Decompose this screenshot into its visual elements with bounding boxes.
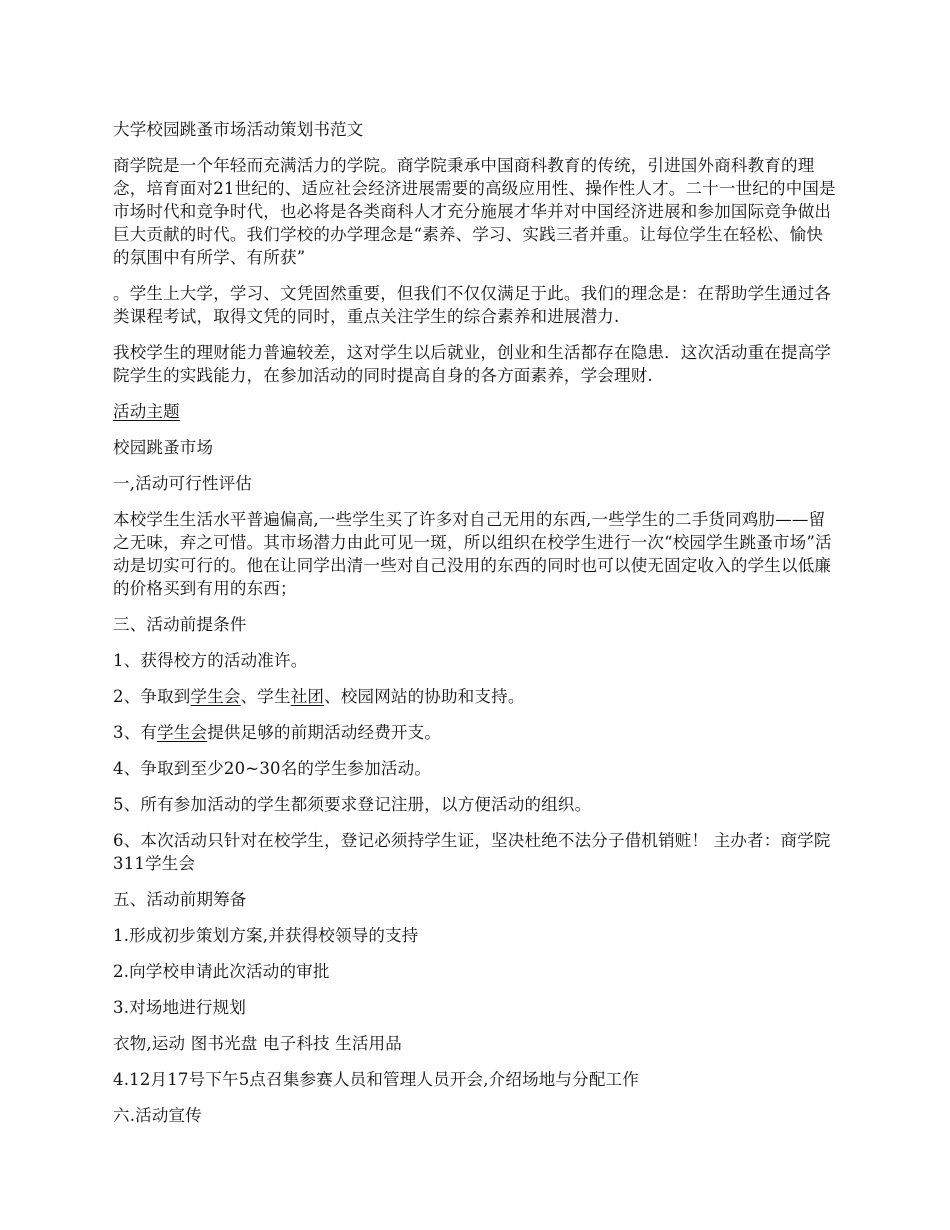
theme-heading-link[interactable]: 活动主题 bbox=[113, 402, 180, 421]
section-5-heading: 五、活动前期筹备 bbox=[113, 890, 247, 909]
prep-3: 3.对场地进行规划 bbox=[113, 998, 247, 1017]
theme-text: 校园跳蚤市场 bbox=[113, 438, 214, 457]
theme-heading-row bbox=[113, 400, 837, 423]
intro-paragraph-2: 。学生上大学，学习、文凭固然重要，但我们不仅仅满足于此。我们的理念是：在帮助学生通过各类课程考试，取得文凭的同时，重点关注学生的综合素养和进展潜力. bbox=[113, 284, 832, 326]
condition-4: 4、争取到至少20~30名的学生参加活动。 bbox=[113, 759, 432, 778]
condition-2-pre: 2、争取到 bbox=[113, 687, 191, 706]
document-title: 大学校园跳蚤市场活动策划书范文 bbox=[113, 120, 364, 139]
condition-3-pre: 3、有 bbox=[113, 723, 158, 742]
club-link[interactable]: 社团 bbox=[290, 687, 325, 706]
condition-2-post: 、校园网站的协助和支持。 bbox=[324, 687, 525, 706]
section-1-heading: 一,活动可行性评估 bbox=[113, 474, 253, 493]
section-6-heading: 六.活动宣传 bbox=[113, 1106, 202, 1125]
prep-1: 1.形成初步策划方案,并获得校领导的支持 bbox=[113, 926, 419, 945]
condition-2 bbox=[113, 685, 837, 708]
condition-3-post: 提供足够的前期活动经费开支。 bbox=[207, 723, 442, 742]
section-3-heading: 三、活动前提条件 bbox=[113, 615, 247, 634]
condition-5: 5、所有参加活动的学生都须要求登记注册，以方便活动的组织。 bbox=[113, 795, 592, 814]
condition-1: 1、获得校方的活动准许。 bbox=[113, 651, 308, 670]
student-union-link[interactable]: 学生会 bbox=[190, 687, 241, 706]
condition-3 bbox=[113, 721, 837, 744]
condition-2-mid: 、学生 bbox=[240, 687, 291, 706]
prep-4: 4.12月17号下午5点召集参赛人员和管理人员开会,介绍场地与分配工作 bbox=[113, 1070, 639, 1089]
document-page bbox=[113, 118, 837, 1140]
section-1-body: 本校学生生活水平普遍偏高,一些学生买了许多对自己无用的东西,一些学生的二手货同鸡肋——留之无味，弃之可惜。其市场潜力由此可见一斑，所以组织在校学生进行一次“校园学生跳蚤市场”活动是切实可行的。他在让同学出清一些对自己没用的东西的同时也可以使无固定收入的学生以低廉的价格买到有用的东西； bbox=[113, 510, 832, 598]
condition-6: 6、本次活动只针对在校学生，登记必须持学生证，坚决杜绝不法分子借机销赃！ 主办者：商学院311学生会 bbox=[113, 831, 831, 873]
student-union-link-2[interactable]: 学生会 bbox=[157, 723, 208, 742]
intro-paragraph-1: 商学院是一个年轻而充满活力的学院。商学院秉承中国商科教育的传统，引进国外商科教育的理念，培育面对21世纪的、适应社会经济进展需要的高级应用性、操作性人才。二十一世纪的中国是市场时代和竞争时代，也必将是各类商科人才充分施展才华并对中国经济进展和参加国际竞争做出巨大贡献的时代。我们学校的办学理念是“素养、学习、实践三者并重。让每位学生在轻松、愉快的氛围中有所学、有所获” bbox=[113, 156, 836, 267]
prep-3-items: 衣物,运动 图书光盘 电子科技 生活用品 bbox=[113, 1034, 402, 1053]
prep-2: 2.向学校申请此次活动的审批 bbox=[113, 962, 330, 981]
intro-paragraph-3: 我校学生的理财能力普遍较差，这对学生以后就业，创业和生活都存在隐患．这次活动重在提高学院学生的实践能力，在参加活动的同时提高自身的各方面素养，学会理财. bbox=[113, 343, 832, 385]
